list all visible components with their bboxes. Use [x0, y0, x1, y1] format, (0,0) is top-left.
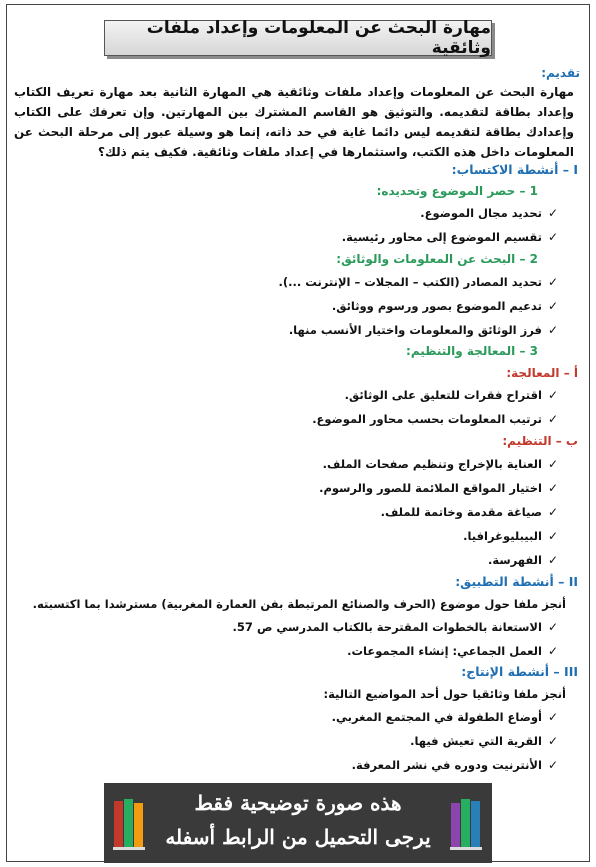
- list-item: ✓ الأنترنيت ودوره في نشر المعرفة.: [351, 758, 558, 772]
- list-item: ✓ أوضاع الطفولة في المجتمع المغربي.: [331, 710, 558, 724]
- processing-heading: أ – المعالجة:: [506, 366, 578, 380]
- page-title: مهارة البحث عن المعلومات وإعداد ملفات وثائقية: [104, 20, 492, 56]
- list-item: ✓ فرز الوثائق والمعلومات واختيار الأنسب منها.: [288, 323, 558, 337]
- check-icon: ✓: [547, 275, 558, 289]
- application-task: أنجز ملفا حول موضوع (الحرف والصنائع المرتبطة بفن العمارة المغربية) مسترشدا بما اكتسبته.: [32, 597, 566, 611]
- list-item: ✓ تقسيم الموضوع إلى محاور رئيسية.: [341, 230, 558, 244]
- check-icon: ✓: [547, 206, 558, 220]
- check-icon: ✓: [547, 620, 558, 634]
- list-item: ✓ القرية التي تعيش فيها.: [410, 734, 558, 748]
- list-item: ✓ العناية بالإخراج وتنظيم صفحات الملف.: [322, 457, 558, 471]
- intro-paragraph: مهارة البحث عن المعلومات وإعداد ملفات وثائقية هي المهارة الثانية بعد مهارة تعريف الكتاب وإعداد بطاقة لتقديمه. والتوثيق هو القاسم المشترك بين المهارتين. وإن تعرفك على الكتاب وإعدادك بطاقة لتقديمه ليس دائما غاية في حد ذاته، إنما هو وسيلة عبور إلى مرحلة البحث عن المعلومات داخل هذه الكتب، واستثمارها في إعداد ملفات وثائقية. فكيف يتم ذلك؟: [14, 85, 574, 159]
- check-icon: ✓: [547, 230, 558, 244]
- check-icon: ✓: [547, 412, 558, 426]
- organization-heading: ب – التنظيم:: [502, 434, 578, 448]
- section-application-heading: II – أنشطة التطبيق:: [455, 574, 578, 589]
- banner-line-1: هذه صورة توضيحية فقط: [194, 791, 402, 815]
- sub-topic-define-heading: 1 – حصر الموضوع وتحديده:: [376, 184, 538, 198]
- list-item: ✓ اختيار المواقع الملائمة للصور والرسوم.: [319, 481, 558, 495]
- list-item: ✓ الفهرسة.: [488, 553, 558, 567]
- list-item: ✓ ترتيب المعلومات بحسب محاور الموضوع.: [312, 412, 558, 426]
- watermark-banner: [104, 783, 492, 863]
- intro-label: تقديم:: [541, 66, 580, 80]
- check-icon: ✓: [547, 388, 558, 402]
- check-icon: ✓: [547, 323, 558, 337]
- list-item: ✓ تدعيم الموضوع بصور ورسوم ووثائق.: [331, 299, 558, 313]
- production-task: أنجز ملفا وثائقيا حول أحد المواضيع التالية:: [323, 687, 566, 701]
- check-icon: ✓: [547, 758, 558, 772]
- check-icon: ✓: [547, 299, 558, 313]
- list-item: ✓ العمل الجماعي: إنشاء المجموعات.: [347, 644, 558, 658]
- check-icon: ✓: [547, 457, 558, 471]
- list-item: ✓ تحديد مجال الموضوع.: [420, 206, 558, 220]
- list-item: ✓ اقتراح فقرات للتعليق على الوثائق.: [344, 388, 558, 402]
- list-item: ✓ تحديد المصادر (الكتب – المجلات – الإنترنت ...).: [278, 275, 558, 289]
- check-icon: ✓: [547, 481, 558, 495]
- list-item: ✓ الاستعانة بالخطوات المقترحة بالكتاب المدرسي ص 57.: [232, 620, 558, 634]
- check-icon: ✓: [547, 505, 558, 519]
- check-icon: ✓: [547, 710, 558, 724]
- section-acquisition-heading: I – أنشطة الاكتساب:: [451, 162, 578, 177]
- check-icon: ✓: [547, 553, 558, 567]
- banner-line-2: يرجى التحميل من الرابط أسفله: [165, 825, 431, 849]
- list-item: ✓ البيبليوغرافيا.: [463, 529, 558, 543]
- list-item: ✓ صياغة مقدمة وخاتمة للملف.: [380, 505, 558, 519]
- sub-processing-heading: 3 – المعالجة والتنظيم:: [406, 344, 538, 358]
- check-icon: ✓: [547, 529, 558, 543]
- sub-search-heading: 2 – البحث عن المعلومات والوثائق:: [336, 252, 538, 266]
- section-production-heading: III – أنشطة الإنتاج:: [461, 664, 578, 679]
- check-icon: ✓: [547, 734, 558, 748]
- check-icon: ✓: [547, 644, 558, 658]
